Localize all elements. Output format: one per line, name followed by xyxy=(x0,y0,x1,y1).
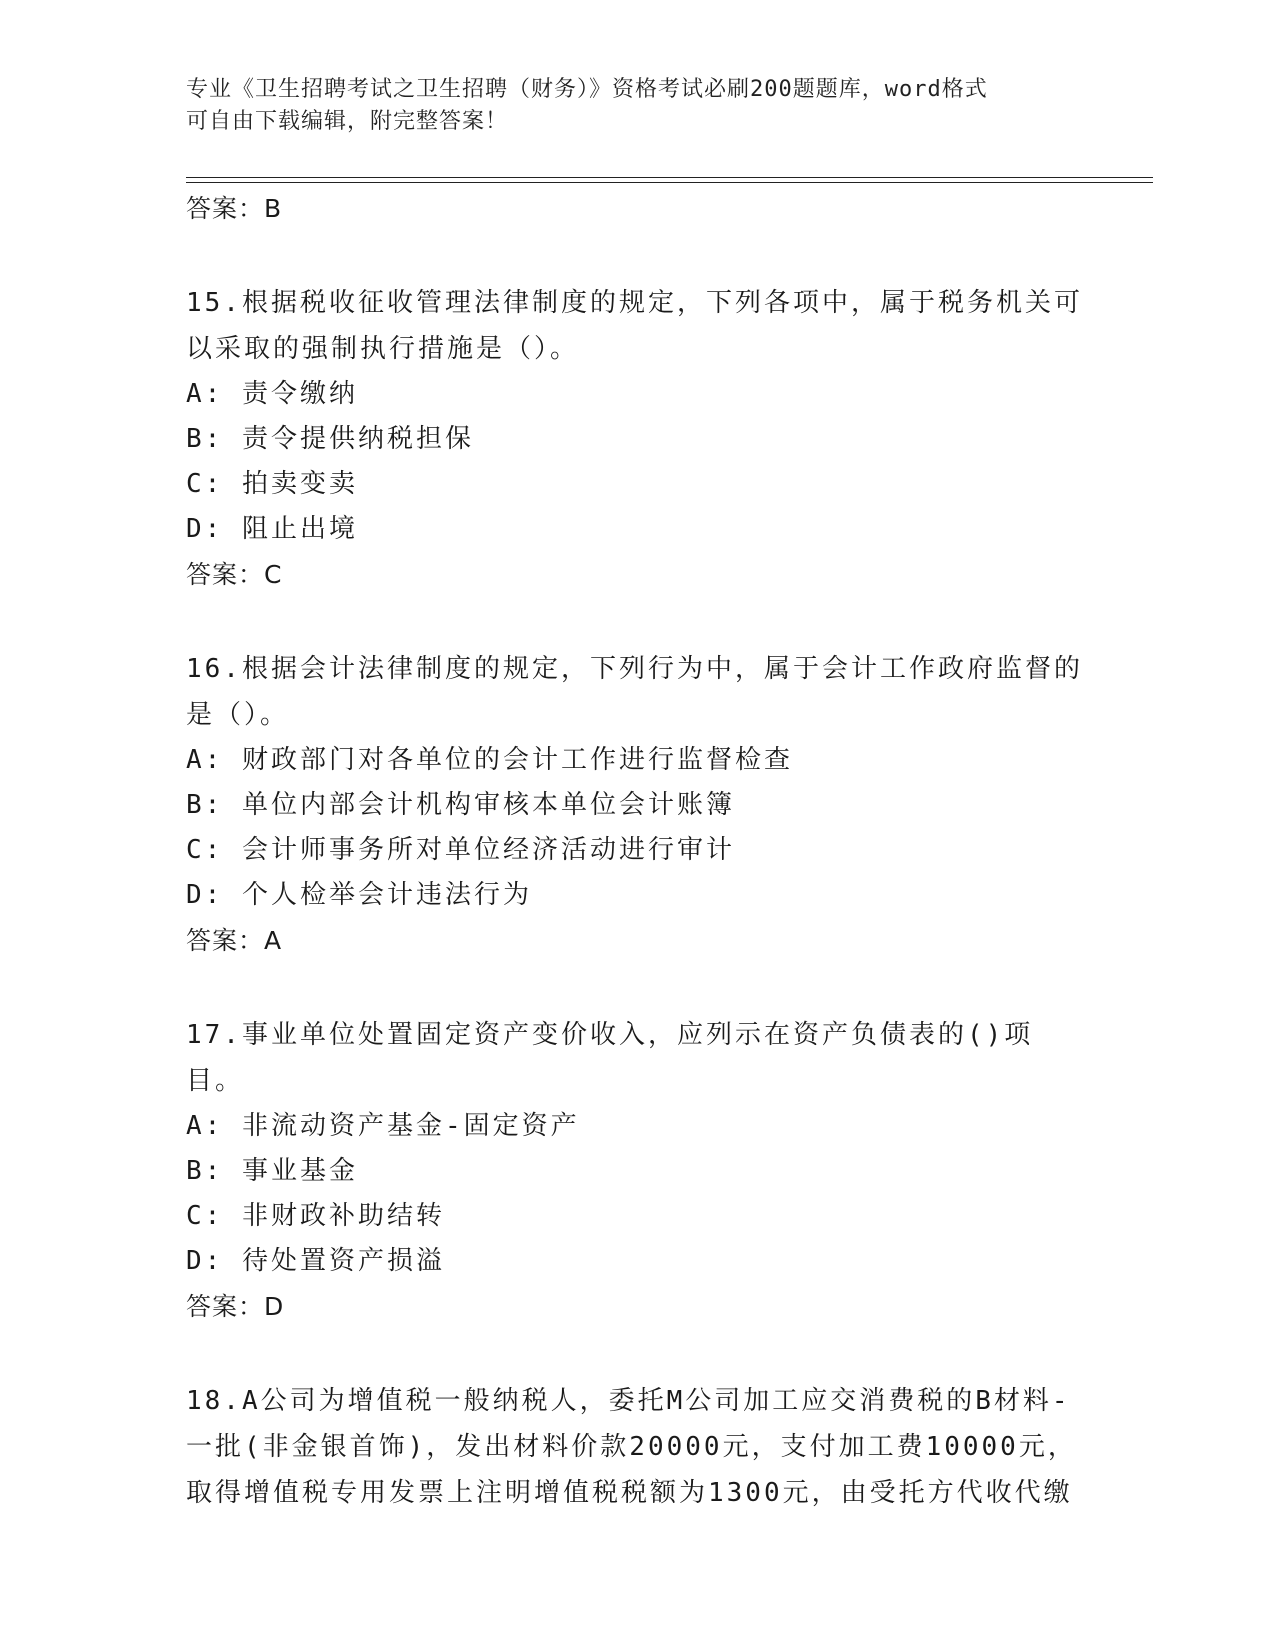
question-text-line: 以采取的强制执行措施是（）。 xyxy=(186,334,580,364)
option-d: D: 待处置资产损溢 xyxy=(186,1246,445,1276)
option-d: D: 阻止出境 xyxy=(186,514,358,544)
question-text-line: 取得增值税专用发票上注明增值税税额为1300元，由受托方代收代缴 xyxy=(186,1478,1073,1508)
question-18 xyxy=(186,1378,1086,1516)
question-15 xyxy=(186,280,1086,598)
question-16 xyxy=(186,646,1086,964)
question-text-line: 一批(非金银首饰)，发出材料价款20000元，支付加工费10000元， xyxy=(186,1432,1077,1462)
answer-line: 答案：B xyxy=(186,194,283,223)
option-c: C: 会计师事务所对单位经济活动进行审计 xyxy=(186,835,735,865)
option-c: C: 拍卖变卖 xyxy=(186,469,358,499)
answer-line: 答案：C xyxy=(186,560,283,589)
question-text-line: 是（）。 xyxy=(186,700,290,730)
option-a: A: 责令缴纳 xyxy=(186,379,358,409)
header-double-rule xyxy=(186,177,1153,183)
question-text-line: 16.根据会计法律制度的规定，下列行为中，属于会计工作政府监督的 xyxy=(186,654,1083,684)
header-line-1: 专业《卫生招聘考试之卫生招聘（财务）》资格考试必刷200题题库，word格式 xyxy=(186,77,988,102)
question-text-line: 17.事业单位处置固定资产变价收入，应列示在资产负债表的()项目。 xyxy=(186,1020,1034,1096)
answer-line: 答案：A xyxy=(186,926,283,955)
question-17 xyxy=(186,1012,1086,1330)
header-line-2: 可自由下载编辑，附完整答案！ xyxy=(186,109,509,134)
option-b: B: 事业基金 xyxy=(186,1156,358,1186)
option-a: A: 财政部门对各单位的会计工作进行监督检查 xyxy=(186,745,793,775)
question-text-line: 15.根据税收征收管理法律制度的规定，下列各项中，属于税务机关可 xyxy=(186,288,1083,318)
document-header xyxy=(186,74,1066,138)
option-a: A: 非流动资产基金-固定资产 xyxy=(186,1111,580,1141)
answer-line: 答案：D xyxy=(186,1292,285,1321)
option-d: D: 个人检举会计违法行为 xyxy=(186,880,532,910)
option-b: B: 单位内部会计机构审核本单位会计账簿 xyxy=(186,790,735,820)
option-b: B: 责令提供纳税担保 xyxy=(186,424,474,454)
option-c: C: 非财政补助结转 xyxy=(186,1201,445,1231)
document-body xyxy=(186,186,1086,1516)
question-text-line: 18.A公司为增值税一般纳税人，委托M公司加工应交消费税的B材料- xyxy=(186,1386,1071,1416)
